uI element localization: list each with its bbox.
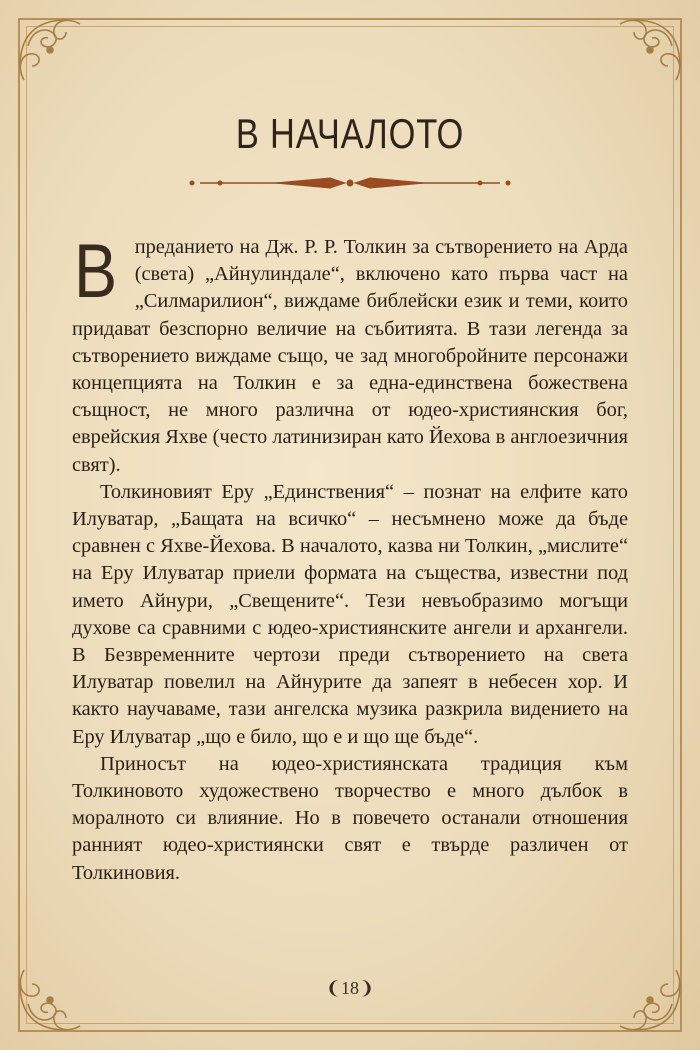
paragraph-2: Толкиновият Еру „Единствения“ – познат на елфите като Илуватар, „Бащата на всичко“ – несъмнено може да бъде сравнен с Яхве-Йехова. В началото, казва ни Толкин, „мислите“ на Еру Илуватар приели формата на същества, известни под името Айнури, „Свещените“. Тези невъобразимо могъщи духове са сравними с юдео-християнските ангели и архангели. В Безвременните чертози преди сътворението на света Илуватар повелил на Айнурите да запеят в небесен хор. И както научаваме, тази ангелска музика разкрила видението на Еру Илуватар „що е било, що е и що ще бъде“. [72,480,628,748]
drop-cap: В [74,229,118,314]
corner-ornament-bottom-left [6,954,96,1044]
page-number-value: 18 [341,978,359,998]
paragraph-3: Приносът на юдео-християнската традиция към Толкиновото художествено творчество е много дълбок в моралното си влияние. Но в повечето останали отношения ранният юдео-християнски свят е твърде различен от Толкиновия. [72,752,628,884]
title-divider-ornament [180,174,520,192]
page-number [0,978,700,999]
corner-ornament-top-left [6,6,96,96]
page-number-bracket-left: ❨ [325,978,341,998]
chapter-body [72,229,628,887]
chapter-title: В НАЧАЛОТО [235,110,465,157]
paragraph-1-text: преданието на Дж. Р. Р. Толкин за сътворението на Арда (света) „Айнулиндале“, включено като първа част на „Силмарилион“, виждаме библейски език и теми, които придават безспорно величие на събитията. В тази легенда за сътворението виждаме също, че зад многобройните персонажи концепцията на Толкин е за една-единствена божествена същност, не много различна от юдео-християнския бог, еврейския Яхве (често латинизиран като Йехова в англоезичния свят). [72,236,628,476]
corner-ornament-top-right [604,6,694,96]
corner-ornament-bottom-right [604,954,694,1044]
page-number-bracket-right: ❩ [359,978,375,998]
paragraph-1 [72,229,628,479]
